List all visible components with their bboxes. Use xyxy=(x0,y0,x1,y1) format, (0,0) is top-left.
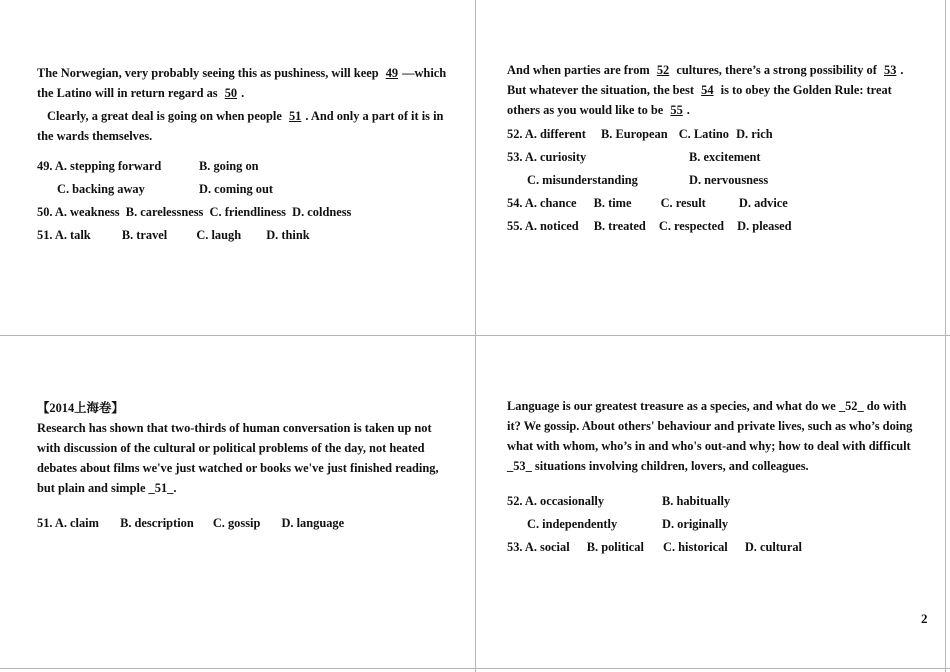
question-53: 53. A. social B. political C. historical D. cultural xyxy=(507,540,802,554)
passage-top-right xyxy=(507,60,932,238)
blank-55: 55 xyxy=(670,103,683,117)
bottom-edge-line xyxy=(0,668,950,669)
page-number: 2 xyxy=(921,611,928,626)
passage-line: Language is our greatest treasure as a species, and what do we _52_ do with xyxy=(507,399,907,413)
passage-line: the Latino will in return regard as 50 . xyxy=(37,83,467,103)
passage-bottom-right xyxy=(507,396,932,559)
question-53-row-1: 53. A. curiosity B. excitement xyxy=(507,150,761,164)
question-50: 50. A. weakness B. carelessness C. friendliness D. coldness xyxy=(37,205,352,219)
section-heading: 【2014上海卷】 xyxy=(37,401,124,415)
blank-50: 50 xyxy=(224,86,238,100)
blank-51: 51 xyxy=(288,109,302,123)
blank-49: 49 xyxy=(385,66,399,80)
blank-54: 54 xyxy=(701,83,714,97)
horizontal-divider xyxy=(0,335,950,336)
passage-line: the wards themselves. xyxy=(37,129,153,143)
passage-line: with discussion of the cultural or political problems of the day, not heated xyxy=(37,441,425,455)
question-49-row-2: C. backing away D. coming out xyxy=(57,182,273,196)
question-51: 51. A. claim B. description C. gossip D. language xyxy=(37,516,345,530)
question-55: 55. A. noticed B. treated C. respected D. pleased xyxy=(507,219,792,233)
passage-line: And when parties are from 52 cultures, there’s a strong possibility of 53 . xyxy=(507,60,932,80)
blank-53: 53 xyxy=(884,63,897,77)
passage-line: it? We gossip. About others' behaviour and private lives, such as who’s doing xyxy=(507,419,913,433)
question-52-row-1: 52. A. occasionally B. habitually xyxy=(507,494,731,508)
question-54: 54. A. chance B. time C. result D. advice xyxy=(507,196,788,210)
passage-line: others as you would like to be 55 . xyxy=(507,100,932,120)
question-52-row-2: C. independently D. originally xyxy=(527,517,729,531)
passage-line: The Norwegian, very probably seeing this as pushiness, will keep 49 —which xyxy=(37,63,467,83)
right-edge-line xyxy=(945,0,946,672)
question-51: 51. A. talk B. travel C. laugh D. think xyxy=(37,228,310,242)
blank-52: 52 xyxy=(656,63,670,77)
passage-line: debates about films we've just watched or books we've just finished reading, xyxy=(37,461,439,475)
passage-line: _53_ situations involving children, lovers, and colleagues. xyxy=(507,459,809,473)
passage-line: Clearly, a great deal is going on when people 51 . And only a part of it is in xyxy=(37,106,467,126)
passage-line: but plain and simple _51_. xyxy=(37,481,177,495)
question-53-row-2: C. misunderstanding D. nervousness xyxy=(527,173,769,187)
vertical-divider xyxy=(475,0,476,672)
passage-top-left xyxy=(37,63,467,247)
passage-line: But whatever the situation, the best 54 is to obey the Golden Rule: treat xyxy=(507,80,932,100)
passage-bottom-left xyxy=(37,398,467,535)
question-52: 52. A. different B. European C. Latino D. rich xyxy=(507,127,773,141)
passage-line: what with whom, who’s in and who's out-and why; how to deal with difficult xyxy=(507,439,911,453)
passage-line: Research has shown that two-thirds of human conversation is taken up not xyxy=(37,421,432,435)
question-49-row-1: 49. A. stepping forward B. going on xyxy=(37,159,259,173)
